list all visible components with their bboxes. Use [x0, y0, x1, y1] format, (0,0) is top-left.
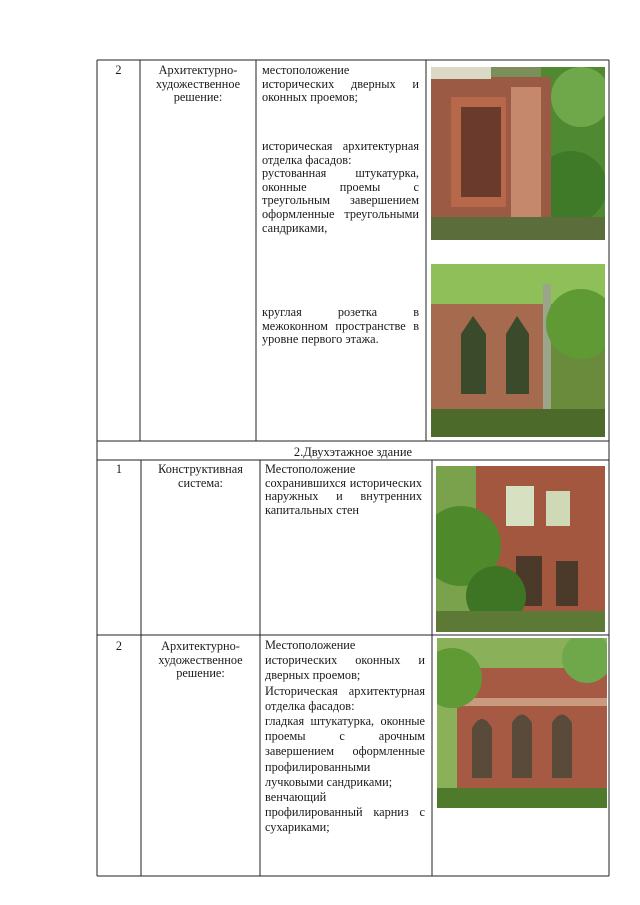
row-1-label-line-2: художественное [155, 76, 241, 91]
ruin-two-story-walls-photo [436, 466, 605, 632]
row-1-paragraph-2: историческая архитектурная отделка фасадов: [262, 139, 419, 167]
row-3-description [265, 463, 422, 517]
ruin-brick-wall-photo [431, 67, 605, 240]
row-1-description-c [262, 306, 419, 347]
section-title: 2.Двухэтажное здание [293, 445, 413, 459]
row-1-label-line-1: Архитектурно- [158, 63, 238, 77]
row-4-paragraph-1: Местоположение исторических оконных и дверных проемов; [265, 638, 425, 683]
row-3-label [141, 463, 260, 490]
row-4-label-line-2: художественное [158, 652, 243, 667]
row-4-label-line-1: Архитектурно- [161, 639, 240, 653]
row-1-label-line-3: решение: [173, 90, 223, 105]
row-1-number: 2 [115, 63, 122, 77]
row-1-paragraph-4: круглая розетка в межоконном пространстве в уровне первого этажа. [262, 305, 419, 347]
row-1-description [262, 64, 419, 105]
row-1-paragraph-1: местоположение исторических дверных и оконных проемов; [262, 63, 419, 105]
row-1-description-b [262, 140, 419, 235]
row-4-label-line-3: решение: [176, 666, 225, 681]
row-4-paragraph-3: гладкая штукатурка, оконные проемы с арочным завершением оформленные профилированными лучковыми сандриками; [265, 714, 425, 789]
ruin-arched-facade-photo [437, 638, 607, 808]
row-4-label [141, 640, 260, 681]
row-3-number: 1 [115, 462, 123, 476]
row-4-paragraph-4: венчающий профилированный карниз с сухариками; [265, 790, 425, 835]
row-4-paragraph-2: Историческая архитектурная отделка фасадов: [265, 683, 425, 713]
row-4-description [265, 638, 425, 836]
row-3-label-line-1: Конструктивная [158, 462, 243, 476]
row-1-label [140, 64, 256, 105]
row-3-label-line-2: система: [178, 475, 223, 490]
ruin-gothic-windows-photo [431, 264, 605, 437]
row-4-number: 2 [115, 639, 123, 653]
row-1-paragraph-3: рустованная штукатурка, оконные проемы с треугольным завершением оформленные треугольными сандриками, [262, 166, 419, 235]
row-3-paragraph-1: Местоположение сохранившихся исторических наружных и внутренних капитальных стен [265, 462, 422, 517]
